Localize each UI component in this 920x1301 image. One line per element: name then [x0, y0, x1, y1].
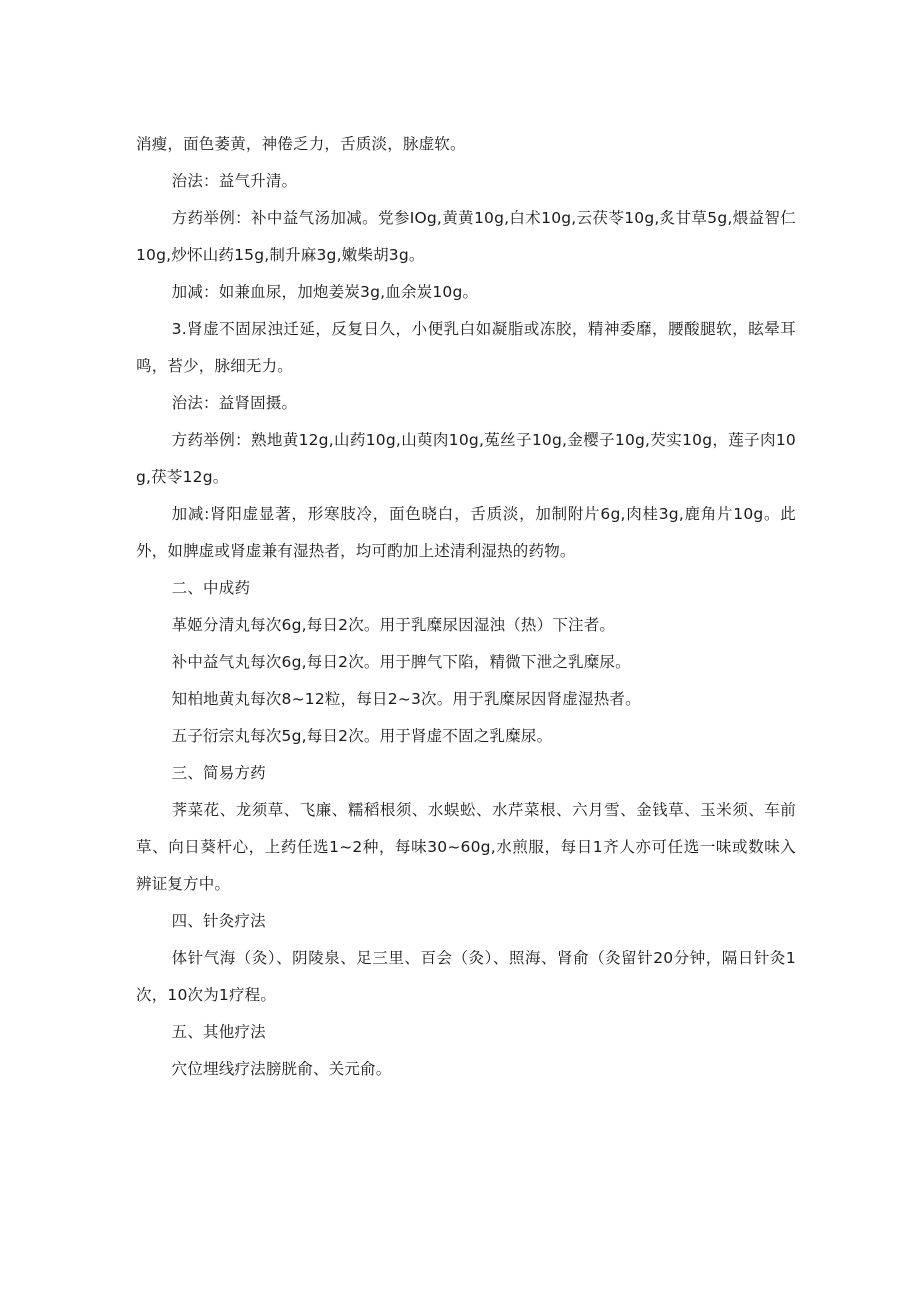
paragraph-medicine-4: 五子衍宗丸每次5g,每日2次。用于肾虚不固之乳糜尿。: [171, 727, 553, 745]
paragraph-modification-2: 加减:肾阳虚显著，形寒肢冷，面色晓白，舌质淡，加制附片6g,肉桂3g,鹿角片10g。此外，如脾虚或肾虚兼有湿热者，均可酌加上述清利湿热的药物。: [136, 505, 796, 560]
paragraph-medicine-3: 知柏地黄丸每次8~12粒，每日2~3次。用于乳糜尿因肾虚湿热者。: [171, 690, 641, 708]
paragraph-treatment-2: 治法：益肾固摄。: [171, 394, 298, 412]
paragraph-modification-1: 加减：如兼血尿，加炮姜炭3g,血余炭10g。: [171, 283, 479, 301]
paragraph-syndrome-3: 3.肾虚不固尿浊迁延，反复日久，小便乳白如凝脂或冻胶，精神委靡，腰酸腿软，眩晕耳鸣，苔少，脉细无力。: [136, 320, 796, 375]
paragraph-other-therapies: 穴位埋线疗法膀胱俞、关元俞。: [171, 1060, 392, 1078]
section-heading-patent-medicine: 二、中成药: [171, 579, 251, 597]
paragraph-medicine-2: 补中益气丸每次6g,每日2次。用于脾气下陷，精微下泄之乳糜尿。: [171, 653, 631, 671]
paragraph-prescription-1: 方药举例：补中益气汤加减。党参IOg,黄黄10g,白术10g,云茯苓10g,炙甘草5g,煨益智仁10g,炒怀山药15g,制升麻3g,嫩柴胡3g。: [136, 209, 796, 264]
paragraph-prescription-2: 方药举例：熟地黄12g,山药10g,山萸肉10g,菟丝子10g,金樱子10g,芡实10g，莲子肉10g,茯苓12g。: [136, 431, 796, 486]
paragraph-medicine-1: 革姬分清丸每次6g,每日2次。用于乳糜尿因湿浊（热）下注者。: [171, 616, 616, 634]
document-body: [136, 126, 796, 1088]
paragraph-treatment-1: 治法：益气升清。: [171, 172, 298, 190]
section-heading-simple-prescriptions: 三、简易方药: [171, 764, 266, 782]
paragraph-symptoms-continued: 消瘦，面色萎黄，神倦乏力，舌质淡，脉虚软。: [136, 135, 466, 153]
paragraph-simple-prescriptions: 荠菜花、龙须草、飞廉、糯稻根须、水蜈蚣、水芹菜根、六月雪、金钱草、玉米须、车前草、向日葵杆心，上药任选1~2种，每味30~60g,水煎服，每日1齐人亦可任选一味或数味入辨证复方中。: [136, 801, 796, 893]
paragraph-acupuncture: 体针气海（灸）、阴陵泉、足三里、百会（灸）、照海、肾俞（灸留针20分钟，隔日针灸1次，10次为1疗程。: [136, 949, 796, 1004]
section-heading-other-therapies: 五、其他疗法: [171, 1023, 266, 1041]
section-heading-acupuncture: 四、针灸疗法: [171, 912, 266, 930]
